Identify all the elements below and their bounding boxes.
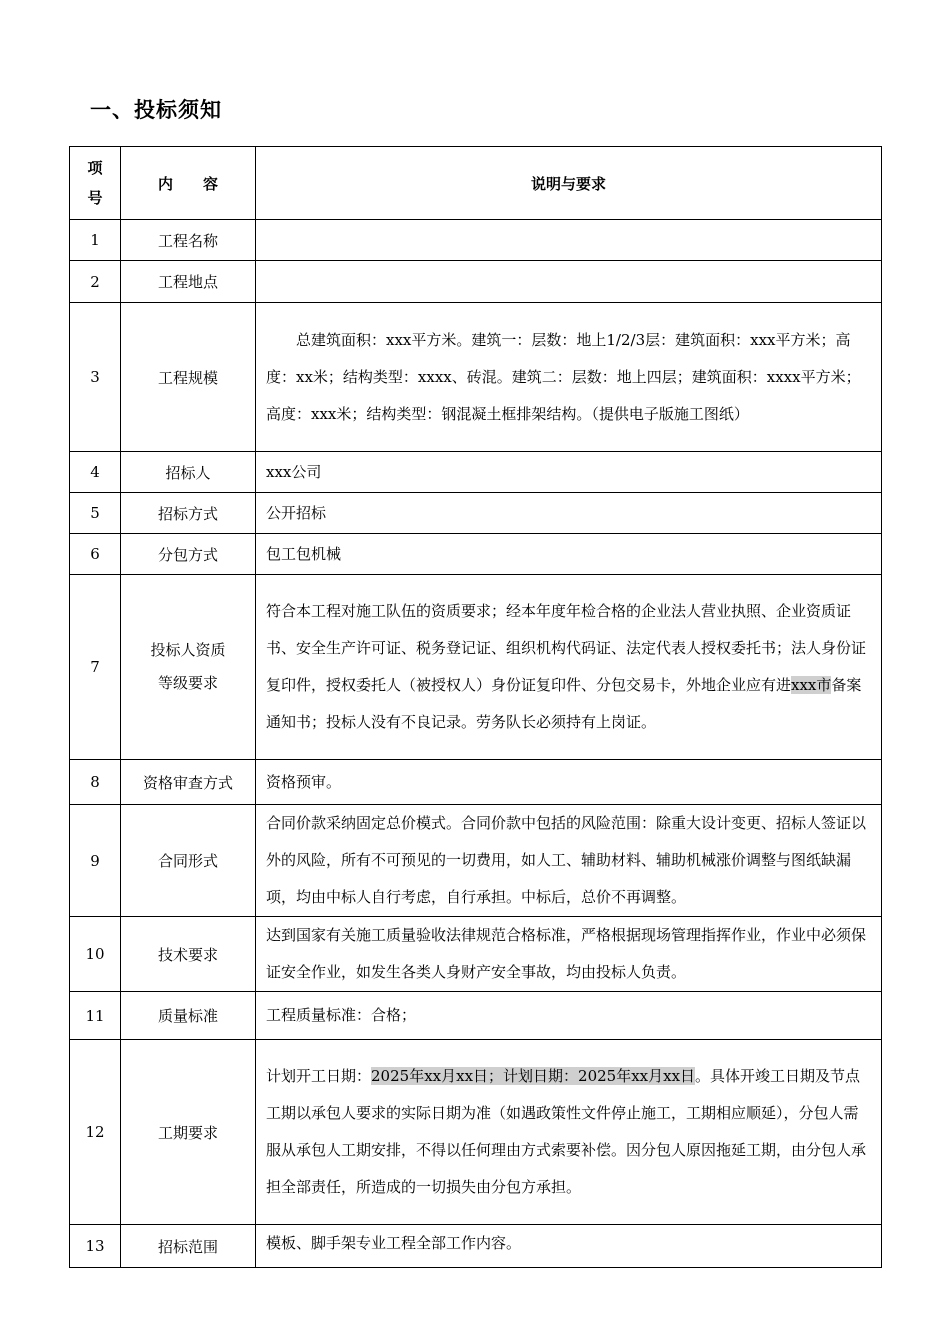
header-no-line-1: 项 [87,159,103,177]
header-no-line-2: 号 [87,189,103,207]
row-desc [256,261,882,303]
row-desc: 合同价款采纳固定总价模式。合同价款中包括的风险范围：除重大设计变更、招标人签证以外的风险，所有不可预见的一切费用，如人工、辅助材料、辅助机械涨价调整与图纸缺漏项，均由中标人自行考虑，自行承担。中标后，总价不再调整。 [256,805,882,917]
row-no: 12 [70,1040,121,1225]
row-desc: 达到国家有关施工质量验收法律规范合格标准，严格根据现场管理指挥作业，作业中必须保证安全作业，如发生各类人身财产安全事故，均由投标人负责。 [256,917,882,992]
header-item: 内 容 [121,147,256,220]
row-no: 11 [70,992,121,1040]
row-no: 9 [70,805,121,917]
row-desc-part-2: 备案通知书；投标人没有不良记录。劳务队长必须持有上岗证。 [266,676,862,731]
table-row [70,1225,882,1268]
table-row [70,760,882,805]
row-desc-part-2: 。具体开竣工日期及节点工期以承包人要求的实际日期为准（如遇政策性文件停止施工，工期相应顺延），分包人需服从承包人工期安排，不得以任何理由方式索要补偿。因分包人原因拖延工期，由分包人承担全部责任，所造成的一切损失由分包方承担。 [266,1067,867,1196]
table-header-row [70,147,882,220]
row-item: 资格审查方式 [121,760,256,805]
row-desc [256,575,882,760]
table-row [70,575,882,760]
table-row [70,917,882,992]
row-no: 1 [70,220,121,261]
table-row [70,452,882,493]
row-item: 工程地点 [121,261,256,303]
row-item: 合同形式 [121,805,256,917]
row-no: 7 [70,575,121,760]
row-desc: 工程质量标准：合格； [256,992,882,1040]
highlighted-text: 2025年xx月xx日；计划日期：2025年xx月xx日 [371,1067,696,1085]
row-item: 质量标准 [121,992,256,1040]
row-desc: xxx公司 [256,452,882,493]
row-desc: 资格预审。 [256,760,882,805]
row-desc: 包工包机械 [256,534,882,575]
row-item: 技术要求 [121,917,256,992]
table-row [70,303,882,452]
table-row [70,261,882,303]
row-no: 2 [70,261,121,303]
row-item: 工程名称 [121,220,256,261]
table-row [70,1040,882,1225]
row-desc [256,1040,882,1225]
row-no: 6 [70,534,121,575]
row-no: 4 [70,452,121,493]
header-desc: 说明与要求 [256,147,882,220]
row-no: 13 [70,1225,121,1268]
row-desc [256,220,882,261]
row-item: 招标方式 [121,493,256,534]
row-desc: 总建筑面积：xxx平方米。建筑一：层数：地上1/2/3层：建筑面积：xxx平方米；高度：xx米；结构类型：xxxx、砖混。建筑二：层数：地上四层；建筑面积：xxxx平方米；高度：xxx米；结构类型：钢混凝土框排架结构。（提供电子版施工图纸） [256,303,882,452]
table-row [70,534,882,575]
row-no: 10 [70,917,121,992]
row-desc-part-1: 计划开工日期： [266,1067,372,1085]
row-item: 招标范围 [121,1225,256,1268]
row-no: 5 [70,493,121,534]
highlighted-text: xxx市 [791,676,832,694]
page-title: 一、投标须知 [90,98,222,122]
row-item-line-1: 投标人资质 [150,641,226,659]
bidding-notice-table [69,146,882,1268]
row-item: 工程规模 [121,303,256,452]
row-item: 招标人 [121,452,256,493]
table-row [70,805,882,917]
row-desc-part-1: 符合本工程对施工队伍的资质要求；经本年度年检合格的企业法人营业执照、企业资质证书、安全生产许可证、税务登记证、组织机构代码证、法定代表人授权委托书；法人身份证复印件，授权委托人（被授权人）身份证复印件、分包交易卡，外地企业应有进 [266,602,867,694]
row-item [121,575,256,760]
row-desc: 模板、脚手架专业工程全部工作内容。 [256,1225,882,1268]
row-item: 分包方式 [121,534,256,575]
table-row [70,992,882,1040]
row-item-line-2: 等级要求 [157,674,218,692]
row-item: 工期要求 [121,1040,256,1225]
row-no: 3 [70,303,121,452]
table-row [70,220,882,261]
row-no: 8 [70,760,121,805]
header-no [70,147,121,220]
row-desc: 公开招标 [256,493,882,534]
table-row [70,493,882,534]
